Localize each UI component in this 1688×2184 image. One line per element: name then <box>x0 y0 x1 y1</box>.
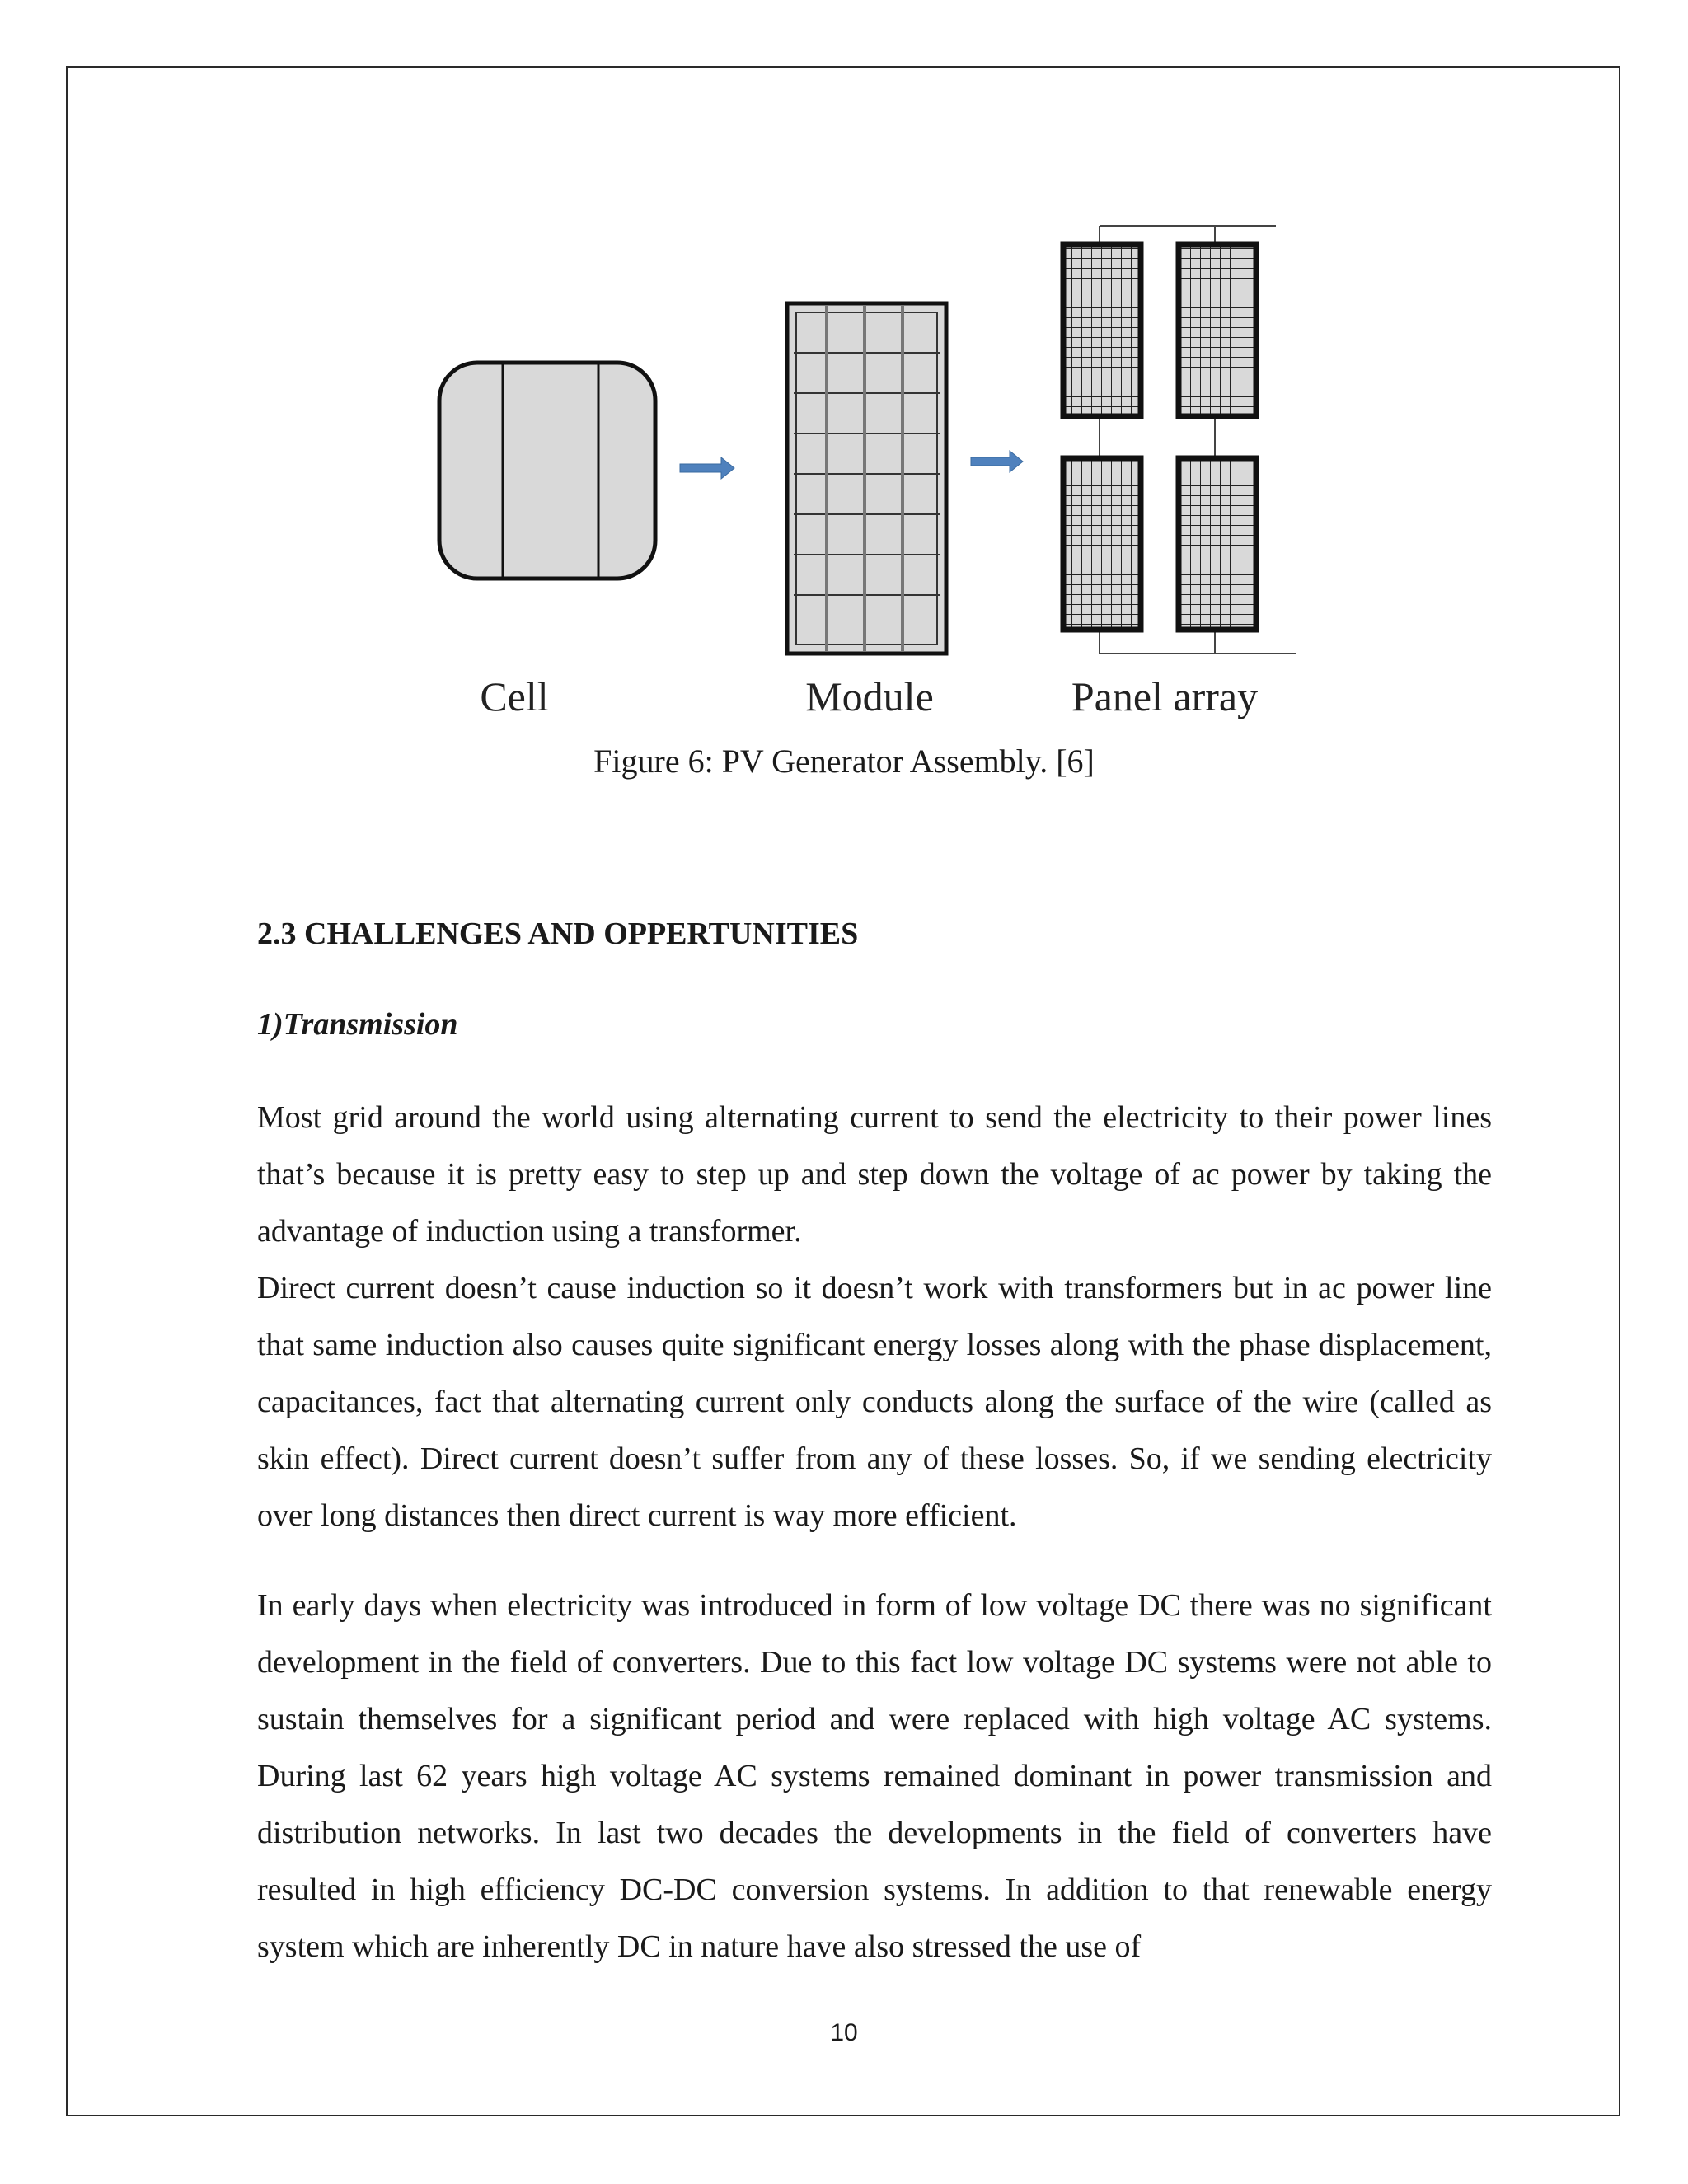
pv-assembly-figure <box>429 218 1302 729</box>
arrow-right-icon <box>971 451 1023 472</box>
subsection-heading: 1)Transmission <box>257 1007 458 1042</box>
arrow-right-icon <box>680 457 734 479</box>
paragraph: Most grid around the world using alternating current to send the electricity to their power lines that’s because it is pretty easy to step up and step down the voltage of ac power by taking the advantage of induction using a transformer. <box>257 1100 1492 1249</box>
cell-label: Cell <box>480 673 549 719</box>
figure-caption: Figure 6: PV Generator Assembly. [6] <box>593 743 1095 780</box>
module-label: Module <box>805 673 934 719</box>
section-heading: 2.3 CHALLENGES AND OPPERTUNITIES <box>257 916 859 951</box>
panel-array-diagram <box>1063 226 1296 654</box>
paragraph: Direct current doesn’t cause induction so it doesn’t work with transformers but in ac power line that same induction also causes quite significant energy losses along with the phase displacement, capacitances, fact that alternating current only conducts along the surface of the wire (called as skin effect). Direct current doesn’t suffer from any of these losses. So, if we sending electricity over long distances then direct current is way more efficient. <box>257 1271 1492 1533</box>
module-diagram <box>787 303 946 654</box>
panel-array-label: Panel array <box>1071 673 1259 719</box>
cell-diagram <box>439 363 655 579</box>
paragraph: In early days when electricity was introduced in form of low voltage DC there was no significant development in the field of converters. Due to this fact low voltage DC systems were not able to sustain themselves for a significant period and were replaced with high voltage AC systems. During last 62 years high voltage AC systems remained dominant in power transmission and distribution networks. In last two decades the developments in the field of converters have resulted in high efficiency DC-DC conversion systems. In addition to that renewable energy system which are inherently DC in nature have also stressed the use of <box>257 1588 1492 1964</box>
page-number: 10 <box>830 2019 858 2046</box>
